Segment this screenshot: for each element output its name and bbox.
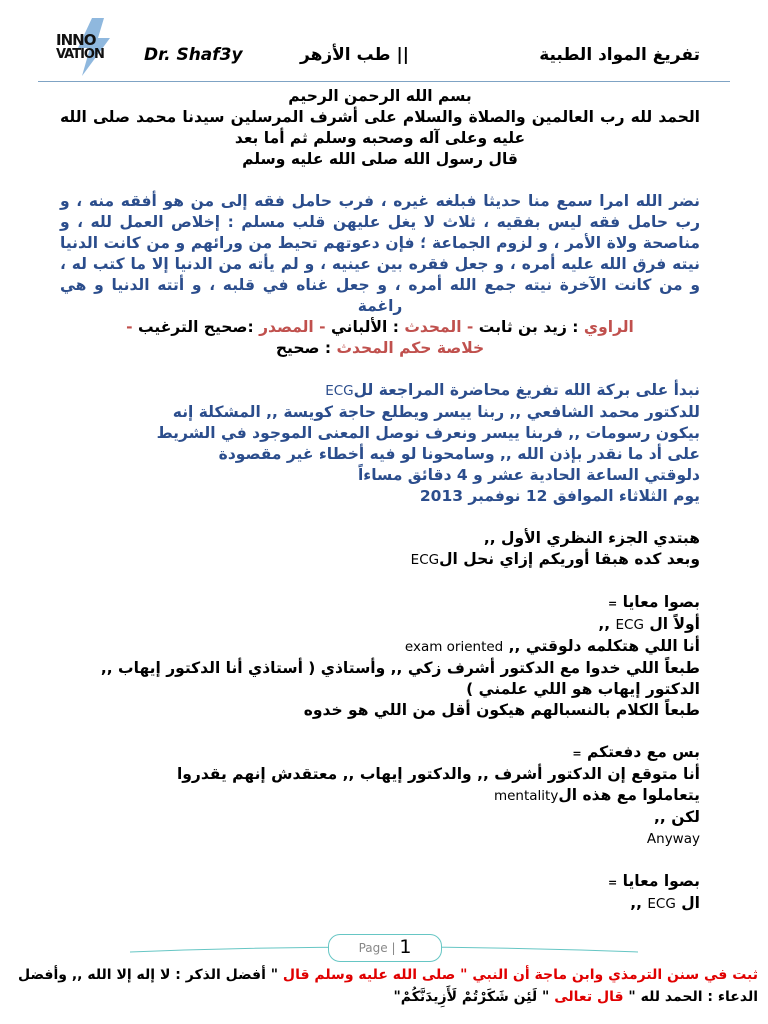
page-number-box — [328, 934, 442, 962]
narrator-label: الراوي — [583, 318, 634, 336]
page-number: 1 — [399, 936, 412, 958]
praise-paragraph: الحمد لله رب العالمين والصلاة والسلام على أشرف المرسلين سيدنا محمد صلى الله عليه وعلى آله وصحبه وسلم ثم أما بعد — [60, 108, 700, 147]
body-text: وبعد كده هبقا أوريكم إزاي نحل ال — [439, 550, 700, 568]
hadith-ruling — [60, 338, 700, 359]
spacer — [60, 359, 700, 380]
footer-hadith-intro: ثبت في سنن الترمذي وابن ماجة أن النبي " صلى الله عليه وسلم قال — [282, 967, 758, 983]
header-divider — [38, 81, 730, 82]
logo-line-1: INNO — [56, 31, 96, 49]
ecg-term: ECG — [325, 383, 354, 399]
spacer — [60, 850, 700, 871]
body-line-c1 — [60, 742, 700, 764]
lecture-intro-line-4: على أد ما نقدر بإذن الله ,, وسامحونا لو فيه أخطاء غير مقصودة — [218, 445, 700, 463]
lecture-intro-line-3: بيكون رسومات ,, فربنا ييسر ونعرف نوصل المعنى الموجود في الشريط — [156, 424, 700, 442]
ruling-value: : صحيح — [275, 339, 332, 357]
body-text: أنا اللي هتكلمه دلوقتي ,, — [508, 637, 700, 655]
mentality-term: mentality — [493, 788, 559, 804]
body-line-b1 — [60, 592, 700, 614]
body-line-c2: أنا متوقع إن الدكتور أشرف ,, والدكتور إيهاب ,, معتقدش إنهم يقدروا — [176, 765, 700, 783]
faculty-title: || طب الأزهر — [300, 45, 409, 65]
body-line-b5: طبعاً الكلام بالنسبالهم هيكون أقل من اللي هو خدوه — [303, 701, 700, 719]
page-label: Page | — [358, 941, 396, 955]
lecture-intro-text: نبدأ على بركة الله تفريغ محاضرة المراجعة لل — [353, 381, 700, 399]
anyway-term: Anyway — [646, 831, 700, 847]
spacer — [60, 170, 700, 191]
body-text: ,, — [598, 615, 611, 633]
doctor-name: Dr. Shaf3y — [144, 45, 243, 65]
lecture-time: دلوقتي الساعة الحادية عشر و 4 دقائق مساءاً — [357, 466, 700, 484]
body-line-a1: هبتدي الجزء النظري الأول ,, — [483, 529, 700, 547]
logo-line-2: VATION — [56, 47, 104, 62]
narrator-value: : زيد بن ثابت — [478, 318, 579, 336]
body-line-c3 — [60, 785, 700, 807]
body-text: بس مع دفعتكم — [586, 743, 700, 761]
body-line-d1 — [60, 871, 700, 893]
muhaddith-value: : الألباني — [330, 318, 399, 336]
footer-quran-intro: قال تعالى — [554, 989, 624, 1005]
footer-hadith-quote: " أفضل الذكر : لا إله إلا الله ,, وأفضل الدعاء : الحمد لله " — [17, 967, 758, 1005]
body-line-c4: لكن ,, — [654, 808, 700, 826]
body-text: أولاً ال — [649, 615, 700, 633]
ecg-term: ECG — [647, 896, 676, 912]
body-text: يتعاملوا مع هذه ال — [558, 786, 700, 804]
body-line-b2 — [60, 614, 700, 636]
body-text: ال — [681, 894, 700, 912]
body-text: ,, — [630, 894, 642, 912]
footer-quran-verse: " لَئِن شَكَرْتُمْ لَأَزِيدَنَّكُمْ" — [393, 989, 550, 1005]
reference-dash: - — [126, 318, 133, 336]
spacer — [60, 721, 700, 742]
innovation-logo — [52, 18, 126, 76]
body-line-b4: طبعاً اللي خدوا مع الدكتور أشرف زكي ,, وأستاذي ( أستاذي أنا الدكتور إيهاب ,, الدكتور إيهاب هو اللي علمني ) — [100, 659, 700, 698]
ecg-term: ECG — [410, 552, 440, 568]
ruling-label: خلاصة حكم المحدث — [336, 339, 485, 357]
ecg-term: ECG — [615, 617, 644, 633]
source-value: :صحيح الترغيب — [137, 318, 254, 336]
body-text: بصوا معايا — [622, 593, 700, 611]
page-header — [0, 0, 768, 84]
footer-quote — [6, 964, 758, 1008]
source-label: - المصدر — [259, 318, 326, 336]
lecture-intro-line-1 — [60, 380, 700, 402]
equals-mark: = — [608, 876, 618, 889]
lecture-intro-line-2: للدكتور محمد الشافعي ,, ربنا ييسر ويطلع حاجة كويسة ,, المشكلة إنه — [172, 403, 700, 421]
prophet-said-line: قال رسول الله صلى الله عليه وسلم — [242, 150, 518, 168]
exam-oriented-term: exam oriented — [404, 639, 504, 655]
body-line-b3 — [60, 636, 700, 658]
lecture-date: يوم الثلاثاء الموافق 12 نوفمبر 2013 — [419, 487, 700, 505]
body-line-c5 — [60, 828, 700, 850]
body-text: بصوا معايا — [622, 872, 700, 890]
equals-mark: = — [572, 747, 582, 760]
equals-mark: = — [608, 597, 618, 610]
spacer — [60, 507, 700, 528]
muhaddith-label: - المحدث — [404, 318, 474, 336]
document-body — [60, 86, 700, 915]
body-line-a2 — [60, 549, 700, 571]
body-line-d2 — [60, 893, 700, 915]
basmala: بسم الله الرحمن الرحيم — [288, 87, 472, 105]
hadith-reference — [60, 317, 700, 338]
hadith-text: نضر الله امرا سمع منا حديثا فبلغه غيره ، فرب حامل فقه إلى من هو أفقه منه ، و رب حامل فقه ليس بفقيه ، ثلاث لا يغل عليهن قلب مسلم : إخلاص العمل لله ، و مناصحة ولاة الأمر ، و لزوم الجماعة ؛ فإن دعوتهم تحيط من ورائهم و من كانت الدنيا نيته فرق الله عليه أمره ، و جعل فقره بين عينيه ، و لم يأته من الدنيا إلا ما كتب له ، و من كانت الآخرة نيته جمع الله أمره ، و جعل غناه في قلبه ، و أتته الدنيا و هي راغمة — [60, 192, 700, 315]
document-title: تفريغ المواد الطبية — [539, 45, 700, 65]
spacer — [60, 571, 700, 592]
